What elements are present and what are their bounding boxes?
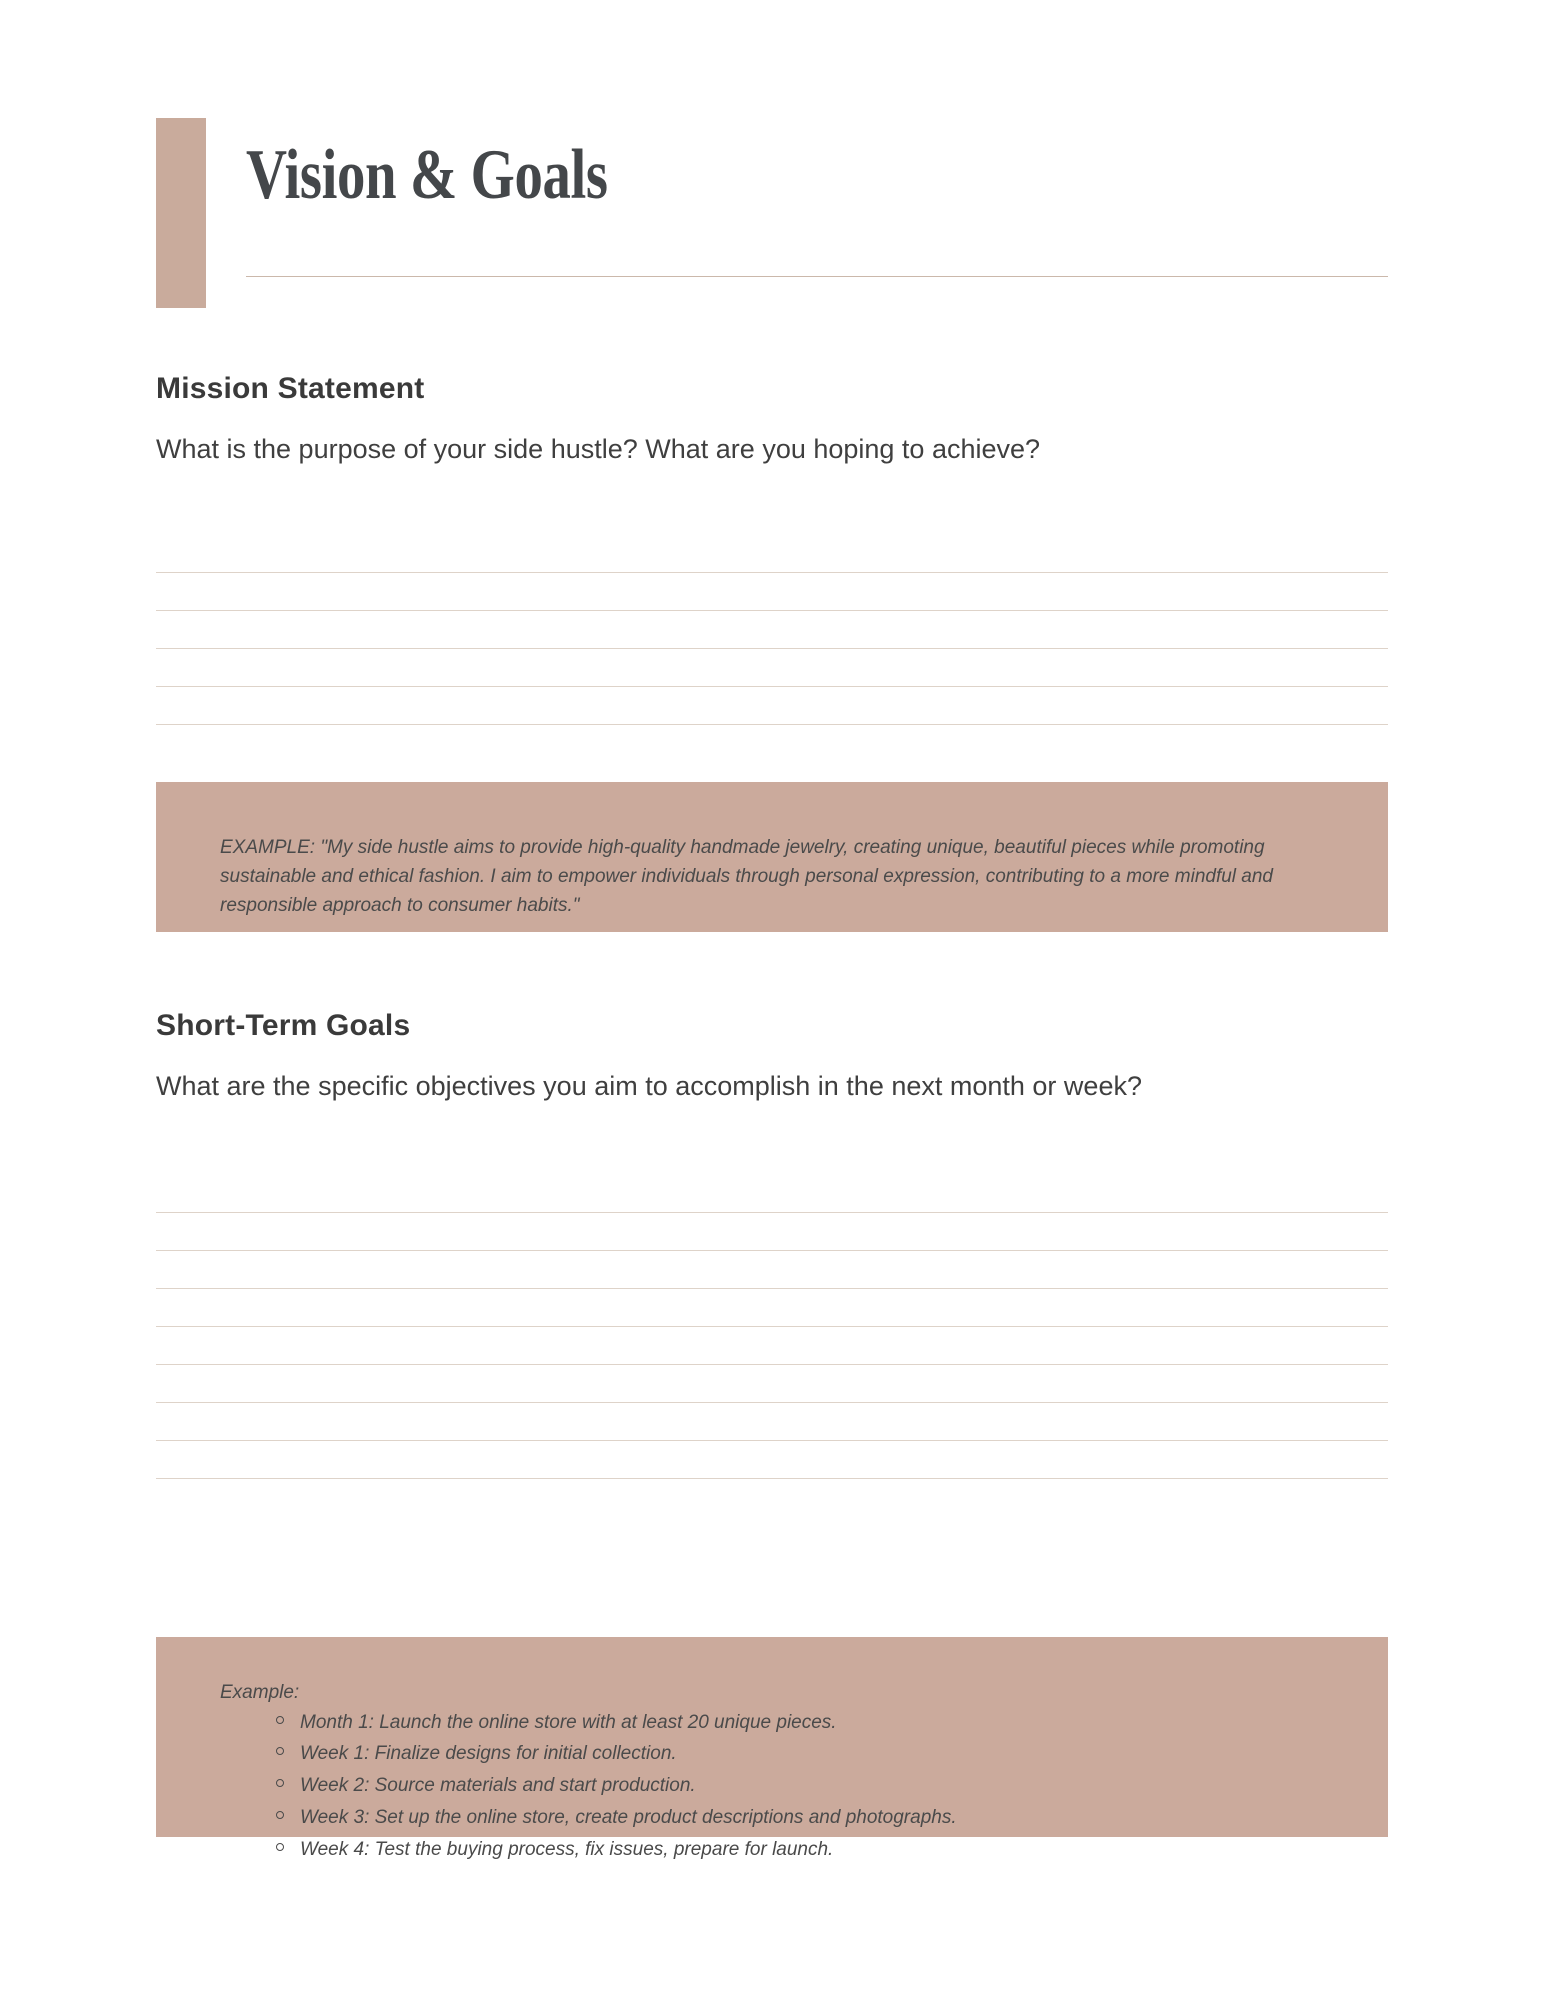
writing-line[interactable]: [156, 1478, 1388, 1479]
bullet-circle-icon: [276, 1779, 284, 1787]
writing-line[interactable]: [156, 1326, 1388, 1327]
writing-line[interactable]: [156, 1250, 1388, 1251]
list-item: [276, 1743, 1324, 1775]
writing-line[interactable]: [156, 686, 1388, 687]
writing-line[interactable]: [156, 1212, 1388, 1213]
writing-line[interactable]: [156, 648, 1388, 649]
page-header: [156, 118, 1388, 308]
bullet-circle-icon: [276, 1747, 284, 1755]
section-heading-short-term-goals: Short-Term Goals: [156, 1009, 411, 1042]
writing-line[interactable]: [156, 572, 1388, 573]
list-item: [276, 1775, 1324, 1807]
section-prompt-short-term-goals: What are the specific objectives you aim to accomplish in the next month or week?: [156, 1071, 1142, 1101]
page-title: Vision & Goals: [246, 136, 608, 214]
header-accent-bar: [156, 118, 206, 308]
writing-line[interactable]: [156, 724, 1388, 725]
example-list-short-term-goals: [220, 1712, 1324, 1871]
writing-line[interactable]: [156, 1288, 1388, 1289]
list-item: [276, 1712, 1324, 1744]
list-item-text: Week 4: Test the buying process, fix issues, prepare for launch.: [300, 1838, 834, 1860]
list-item-text: Week 2: Source materials and start production.: [300, 1775, 696, 1797]
writing-line[interactable]: [156, 1440, 1388, 1441]
list-item-text: Month 1: Launch the online store with at least 20 unique pieces.: [300, 1711, 837, 1733]
example-label-short-term-goals: Example:: [220, 1682, 300, 1703]
section-prompt-mission-statement: What is the purpose of your side hustle? What are you hoping to achieve?: [156, 434, 1041, 464]
writing-line[interactable]: [156, 610, 1388, 611]
bullet-circle-icon: [276, 1811, 284, 1819]
bullet-circle-icon: [276, 1716, 284, 1724]
example-box-short-term-goals: [156, 1637, 1388, 1860]
bullet-circle-icon: [276, 1843, 284, 1851]
page-title-wrap: [246, 118, 1388, 276]
writing-line[interactable]: [156, 1402, 1388, 1403]
list-item: [276, 1839, 1324, 1871]
header-divider: [246, 276, 1388, 277]
example-text-mission-statement: EXAMPLE: "My side hustle aims to provide high-quality handmade jewelry, creating unique, beautiful pieces while promoting sustainable and ethical fashion. I aim to empower individuals through personal expression, contributing to a more mindful and responsible approach to consumer habits.": [220, 837, 1273, 916]
section-heading-mission-statement: Mission Statement: [156, 372, 425, 405]
example-box-mission-statement: [156, 782, 1388, 932]
list-item: [276, 1807, 1324, 1839]
writing-line[interactable]: [156, 1364, 1388, 1365]
list-item-text: Week 1: Finalize designs for initial collection.: [300, 1743, 677, 1765]
list-item-text: Week 3: Set up the online store, create product descriptions and photographs.: [300, 1807, 957, 1829]
